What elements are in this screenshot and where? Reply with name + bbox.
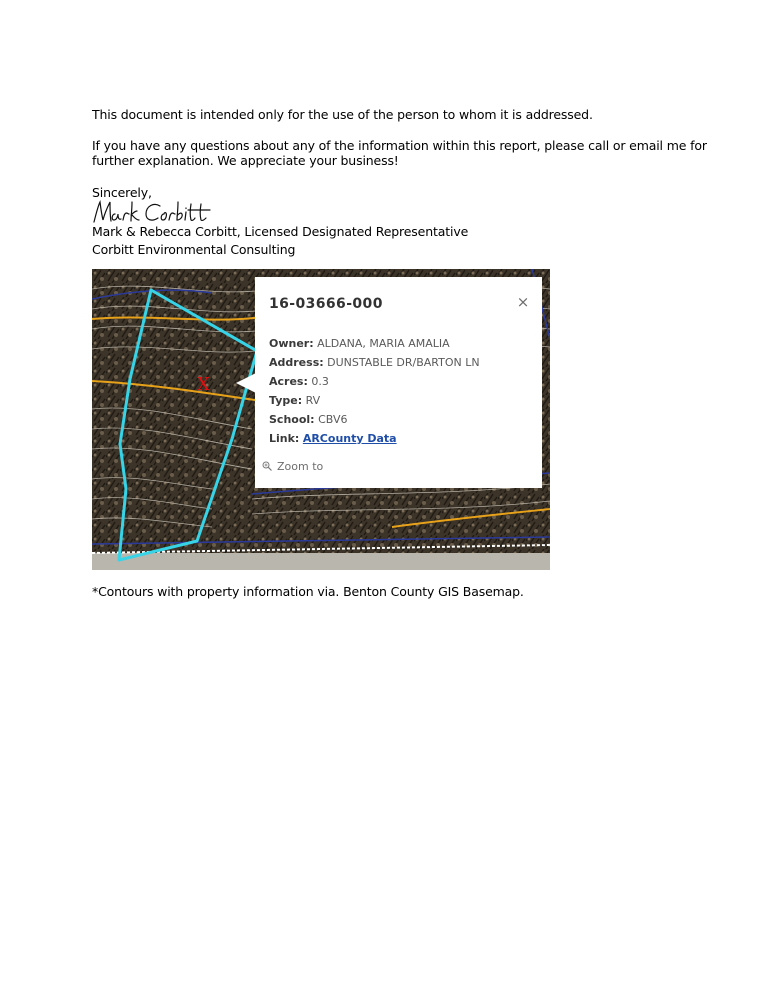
type-value: RV bbox=[305, 394, 321, 407]
intended-use-statement: This document is intended only for the use of the person to whom it is addressed. bbox=[92, 107, 593, 122]
zoom-to-button[interactable] bbox=[262, 460, 323, 473]
link-label: Link: bbox=[269, 432, 300, 445]
school-row bbox=[269, 410, 480, 429]
acres-row bbox=[269, 372, 480, 391]
company-name: Corbitt Environmental Consulting bbox=[92, 242, 296, 257]
owner-row bbox=[269, 334, 480, 353]
questions-statement-line1: If you have any questions about any of the information within this report, please call or email me for bbox=[92, 138, 707, 153]
type-label: Type: bbox=[269, 394, 303, 407]
address-value: DUNSTABLE DR/BARTON LN bbox=[327, 356, 480, 369]
link-row bbox=[269, 429, 480, 448]
address-row bbox=[269, 353, 480, 372]
type-row bbox=[269, 391, 480, 410]
acres-value: 0.3 bbox=[311, 375, 329, 388]
signatory-name-title: Mark & Rebecca Corbitt, Licensed Designated Representative bbox=[92, 224, 469, 239]
location-marker: X bbox=[197, 374, 210, 395]
zoom-icon bbox=[262, 461, 272, 471]
handwritten-signature bbox=[90, 198, 240, 226]
acres-label: Acres: bbox=[269, 375, 308, 388]
popup-pointer bbox=[236, 373, 256, 393]
zoom-to-label: Zoom to bbox=[277, 460, 324, 473]
school-value: CBV6 bbox=[318, 413, 348, 426]
close-icon[interactable]: × bbox=[516, 293, 530, 311]
owner-label: Owner: bbox=[269, 337, 314, 350]
address-label: Address: bbox=[269, 356, 324, 369]
gis-map-screenshot bbox=[92, 269, 550, 570]
map-caption: *Contours with property information via. Benton County GIS Basemap. bbox=[92, 584, 524, 599]
arcounty-data-link[interactable]: ARCounty Data bbox=[302, 432, 397, 445]
school-label: School: bbox=[269, 413, 315, 426]
closing-salutation: Sincerely, bbox=[92, 185, 152, 200]
parcel-info-popup bbox=[255, 277, 542, 488]
owner-value: ALDANA, MARIA AMALIA bbox=[317, 337, 450, 350]
parcel-id-title: 16-03666-000 bbox=[269, 296, 383, 312]
questions-statement-line2: further explanation. We appreciate your business! bbox=[92, 153, 399, 168]
